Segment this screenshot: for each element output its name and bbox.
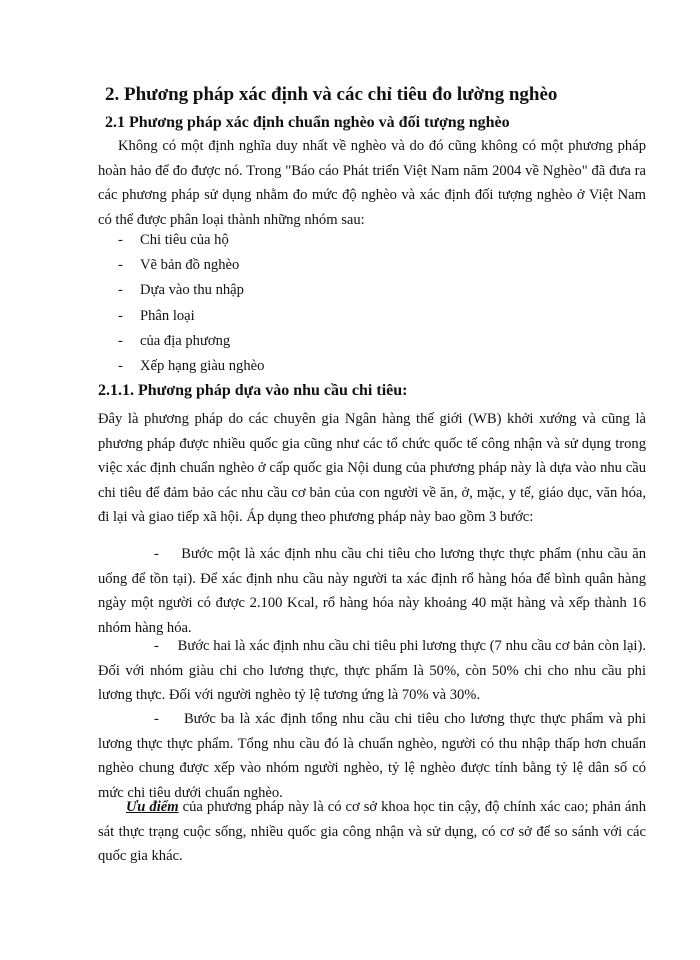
section-heading: 2. Phương pháp xác định và các chỉ tiêu đo lường nghèo (105, 84, 558, 105)
list-item (118, 228, 264, 253)
advantage-label: Ưu điểm (126, 799, 179, 815)
list-item-text: Vẽ bản đồ nghèo (140, 257, 240, 274)
list-item (118, 354, 264, 379)
list-item-text: Dựa vào thu nhập (140, 282, 244, 299)
bullet-marker: - (154, 546, 159, 562)
step-paragraph (98, 634, 646, 708)
list-item-text: Xếp hạng giàu nghèo (140, 357, 265, 374)
step-paragraph (98, 542, 646, 640)
methods-list (118, 228, 264, 379)
advantage-paragraph (98, 795, 646, 869)
list-item (118, 253, 264, 278)
subsection-heading: 2.1 Phương pháp xác định chuẩn nghèo và đối tượng nghèo (105, 114, 510, 131)
bullet-marker: - (118, 257, 123, 274)
list-item (118, 329, 264, 354)
bullet-marker: - (118, 357, 123, 374)
bullet-marker: - (118, 282, 123, 299)
method-paragraph: Đây là phương pháp do các chuyên gia Ngân hàng thế giới (WB) khởi xướng và cũng là phương pháp được nhiều quốc gia cũng như các tổ chức quốc tế công nhận và sử dụng trong việc xác định chuẩn nghèo ở cấp quốc gia Nội dung của phương pháp này là dựa vào nhu cầu chi tiêu để đảm bảo các nhu cầu cơ bản của con người về ăn, ở, mặc, y tế, giáo dục, văn hóa, đi lại và giao tiếp xã hội. Áp dụng theo phương pháp này bao gồm 3 bước: (98, 411, 646, 526)
list-item (118, 278, 264, 303)
intro-paragraph: Không có một định nghĩa duy nhất về nghèo và do đó cũng không có một phương pháp hoàn hảo để đo được nó. Trong "Báo cáo Phát triển Việt Nam năm 2004 về Nghèo" đã đưa ra các phương pháp sử dụng nhằm đo mức độ nghèo và xác định đối tượng nghèo ở Việt Nam có thể được phân loại thành những nhóm sau: (98, 138, 646, 228)
list-item-text: Phân loại (140, 307, 195, 324)
step-text: Bước một là xác định nhu cầu chi tiêu cho lương thực thực phẩm (nhu cầu ăn uống để tồn tại). Để xác định nhu cầu này người ta xác định rổ hàng hóa để bình quân hàng ngày một người có được 2.100 Kcal, rổ hàng hóa này khoảng 40 mặt hàng và xếp thành 16 nhóm hàng hóa. (98, 546, 646, 636)
bullet-marker: - (118, 232, 123, 248)
step-text: Bước ba là xác định tổng nhu cầu chi tiêu cho lương thực thực phẩm và phi lương thực thực phẩm. Tổng nhu cầu đó là chuẩn nghèo, người có thu nhập thấp hơn chuẩn nghèo chung được xếp vào nhóm người nghèo, tỷ lệ nghèo được tính bằng tỷ lệ dân số có mức chi tiêu dưới chuẩn nghèo. (98, 711, 646, 801)
list-item (118, 304, 264, 329)
subsubsection-heading: 2.1.1. Phương pháp dựa vào nhu cầu chi tiêu: (98, 382, 408, 399)
advantage-text: của phương pháp này là có cơ sở khoa học tin cậy, độ chính xác cao; phản ánh sát thực trạng cuộc sống, nhiều quốc gia công nhận và sử dụng, có cơ sở để so sánh với các quốc gia khác. (98, 799, 646, 865)
step-text: Bước hai là xác định nhu cầu chi tiêu phi lương thực (7 nhu cầu cơ bản còn lại). Đối với nhóm giàu chi cho lương thực, thực phẩm là 50%, còn 50% chi cho nhu cầu phi lương thực. Đối với người nghèo tỷ lệ tương ứng là 70% và 30%. (98, 638, 646, 704)
list-item-text: Chi tiêu của hộ (140, 232, 229, 248)
step-paragraph (98, 707, 646, 805)
list-item-text: của địa phương (140, 332, 231, 349)
bullet-marker: - (154, 711, 159, 727)
bullet-marker: - (118, 307, 123, 324)
bullet-marker: - (118, 332, 123, 349)
bullet-marker: - (154, 638, 159, 654)
